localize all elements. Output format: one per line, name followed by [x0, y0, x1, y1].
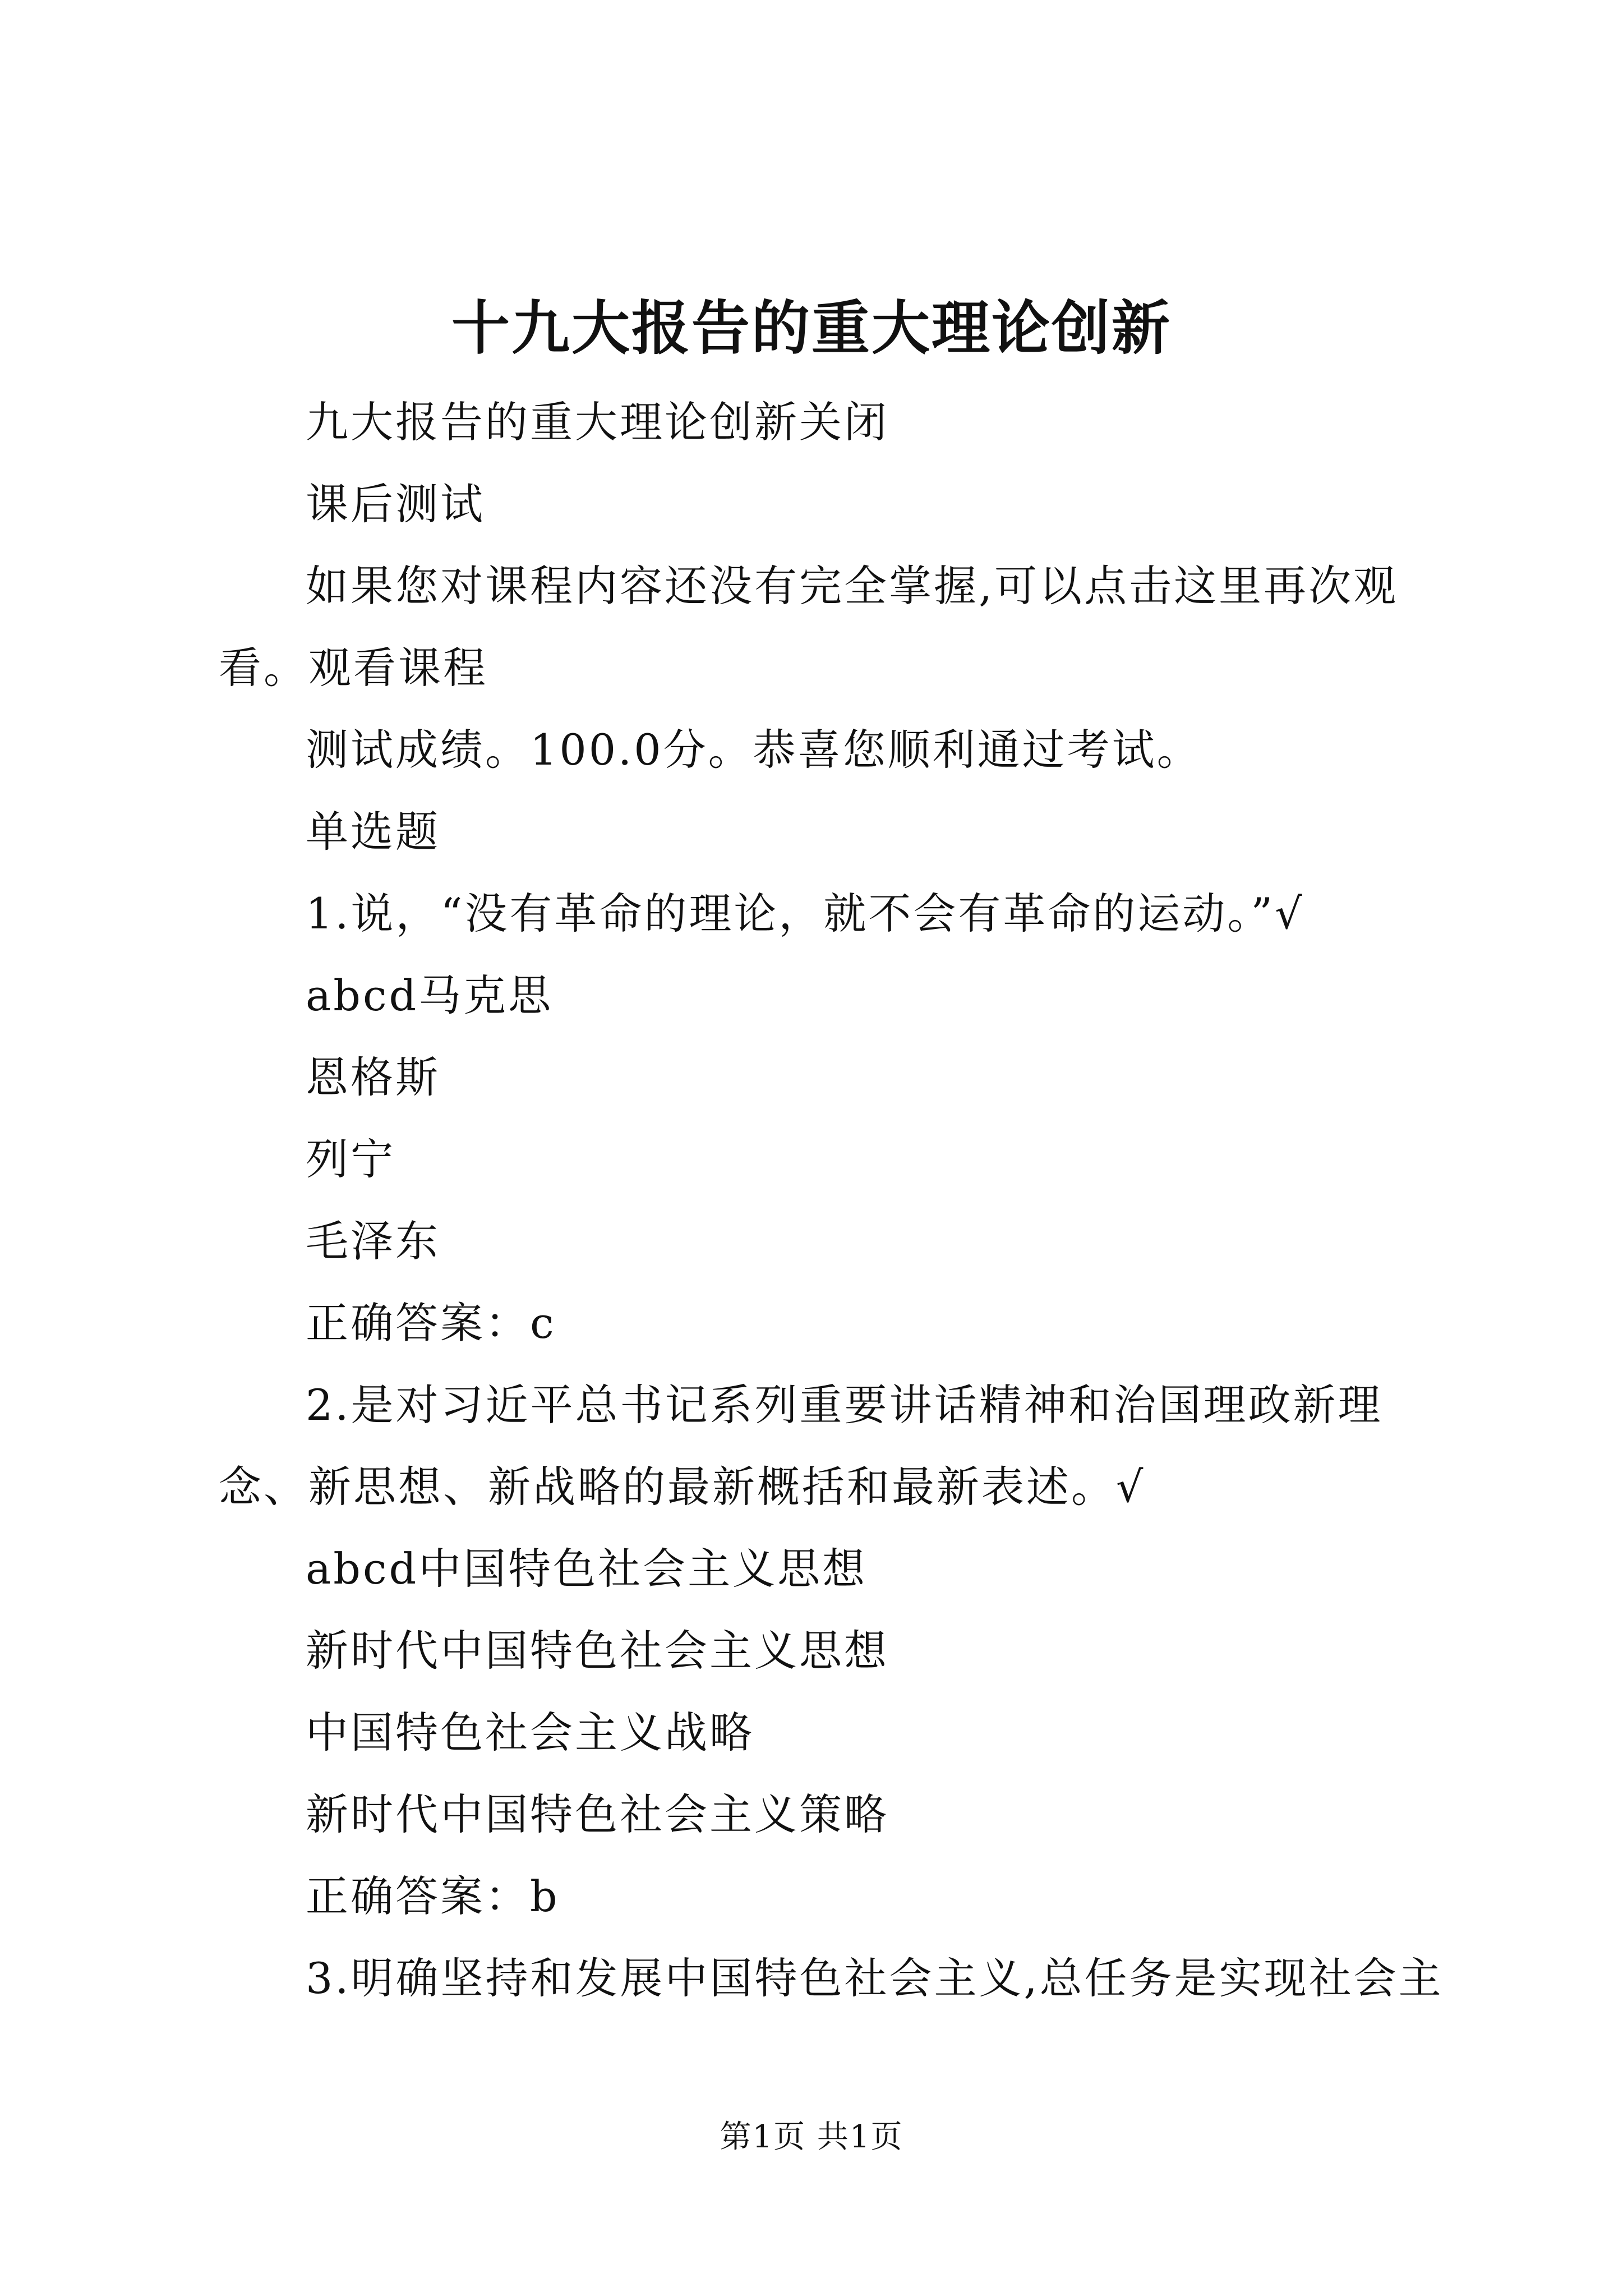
question-1-answer: 正确答案：c [306, 1298, 556, 1348]
question-1-option-a: abcd马克思 [306, 970, 554, 1020]
question-2-option-b: 新时代中国特色社会主义思想 [306, 1626, 889, 1676]
question-2-option-a: abcd中国特色社会主义思想 [306, 1544, 868, 1594]
question-2-option-d: 新时代中国特色社会主义策略 [306, 1789, 889, 1839]
section-single-choice: 单选题 [306, 807, 440, 857]
question-2-answer: 正确答案：b [306, 1871, 560, 1921]
question-2: 2.是对习近平总书记系列重要讲话精神和治国理政新理念、新思想、新战略的最新概括和最新表述。√ [219, 1380, 1383, 1512]
question-1-option-d: 毛泽东 [306, 1216, 440, 1266]
question-2-option-c: 中国特色社会主义战略 [306, 1708, 754, 1757]
question-1: 1.说，“没有革命的理论，就不会有革命的运动。”√ [306, 889, 1304, 938]
paragraph-test-score: 测试成绩。100.0分。恭喜您顺利通过考试。 [306, 725, 1202, 775]
question-3: 3.明确坚持和发展中国特色社会主义,总任务是实现社会主 [306, 1953, 1444, 2003]
question-1-option-c: 列宁 [306, 1134, 395, 1184]
paragraph-after-class-test: 课后测试 [306, 479, 485, 529]
paragraph-course-title: 九大报告的重大理论创新关闭 [306, 397, 889, 447]
question-1-option-b: 恩格斯 [306, 1052, 440, 1102]
document-title: 十九大报告的重大理论创新 [451, 293, 1172, 362]
page-footer: 第1页 共1页 [720, 2119, 903, 2155]
document-body [219, 381, 1469, 2019]
paragraph-rewatch-prompt: 如果您对课程内容还没有完全掌握,可以点击这里再次观看。观看课程 [219, 561, 1399, 693]
